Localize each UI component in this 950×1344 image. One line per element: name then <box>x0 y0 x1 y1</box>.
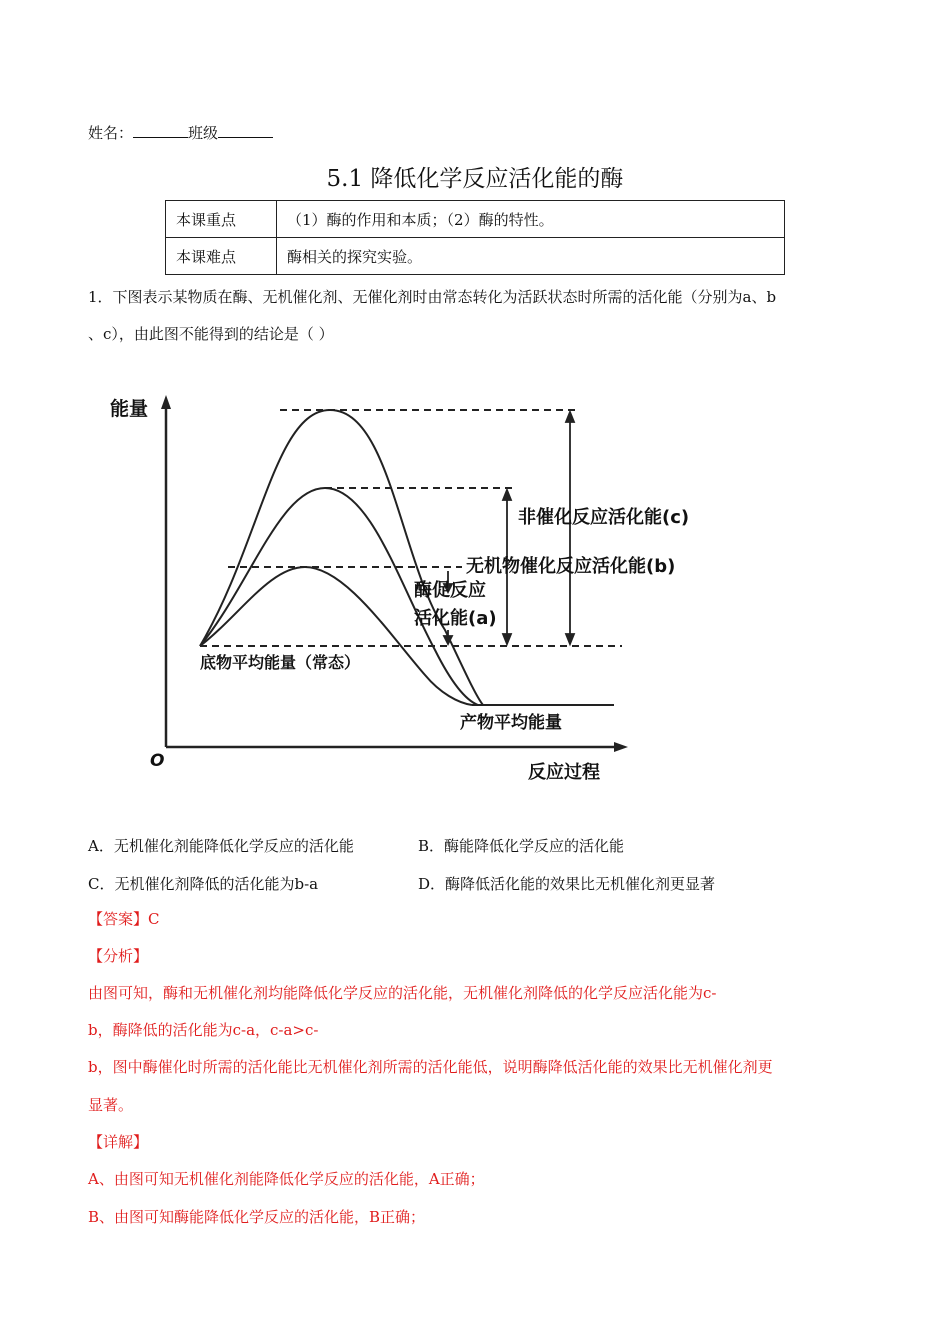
focus-table <box>165 200 785 275</box>
difficulty-key: 本课难点 <box>166 238 277 275</box>
arrow-c-head-bottom <box>566 634 574 644</box>
name-class-line <box>88 122 273 143</box>
detail-line: A、由图可知无机催化剂能降低化学反应的活化能，A正确； <box>88 1170 485 1188</box>
difficulty-value: 酶相关的探究实验。 <box>277 238 785 275</box>
product-label: 产物平均能量 <box>460 713 562 733</box>
question-line-1: 1．下图表示某物质在酶、无机催化剂、无催化剂时由常态转化为活跃状态时所需的活化能（分别为a、b <box>88 288 777 306</box>
arrow-b-head-bottom <box>503 634 511 644</box>
activation-energy-figure <box>100 385 740 795</box>
y-axis-arrow <box>161 395 171 409</box>
answer: 【答案】C <box>88 910 160 928</box>
origin-label: O <box>150 751 165 771</box>
option-c: C．无机催化剂降低的活化能为b-a <box>88 875 319 893</box>
analysis-heading: 【分析】 <box>88 947 149 965</box>
analysis-line: 显著。 <box>88 1096 134 1114</box>
class-blank <box>218 123 273 138</box>
table-row <box>166 201 785 238</box>
analysis-line: b，酶降低的活化能为c-a，c-a>c- <box>88 1021 319 1039</box>
class-label: 班级 <box>188 124 219 142</box>
arrow-c-head-top <box>566 412 574 422</box>
label-a-line2: 活化能(a) <box>414 608 497 629</box>
table-row <box>166 238 785 275</box>
label-b: 无机物催化反应活化能(b) <box>466 556 676 577</box>
detail-line: B、由图可知酶能降低化学反应的活化能，B正确； <box>88 1208 426 1226</box>
focus-key: 本课重点 <box>166 201 277 238</box>
detail-heading: 【详解】 <box>88 1133 149 1151</box>
x-axis-label: 反应过程 <box>528 762 600 783</box>
x-axis-arrow <box>614 742 628 752</box>
option-b: B．酶能降低化学反应的活化能 <box>418 837 625 855</box>
question-line-2: 、c），由此图不能得到的结论是（ ） <box>88 325 334 343</box>
option-a: A．无机催化剂能降低化学反应的活化能 <box>88 837 354 855</box>
option-d: D．酶降低活化能的效果比无机催化剂更显著 <box>418 875 716 893</box>
focus-value: （1）酶的作用和本质；（2）酶的特性。 <box>277 201 785 238</box>
analysis-line: 由图可知，酶和无机催化剂均能降低化学反应的活化能，无机催化剂降低的化学反应活化能为c- <box>88 984 717 1002</box>
page-title: 5.1 降低化学反应活化能的酶 <box>326 166 624 192</box>
name-label: 姓名： <box>88 124 134 142</box>
y-axis-label: 能量 <box>110 398 149 420</box>
arrow-b-head-top <box>503 490 511 500</box>
analysis-line: b，图中酶催化时所需的活化能比无机催化剂所需的活化能低，说明酶降低活化能的效果比无机催化剂更 <box>88 1058 773 1076</box>
name-blank <box>133 123 188 138</box>
label-a-line1: 酶促反应 <box>414 580 486 601</box>
label-c: 非催化反应活化能(c) <box>518 507 690 528</box>
substrate-label: 底物平均能量（常态） <box>200 653 361 672</box>
